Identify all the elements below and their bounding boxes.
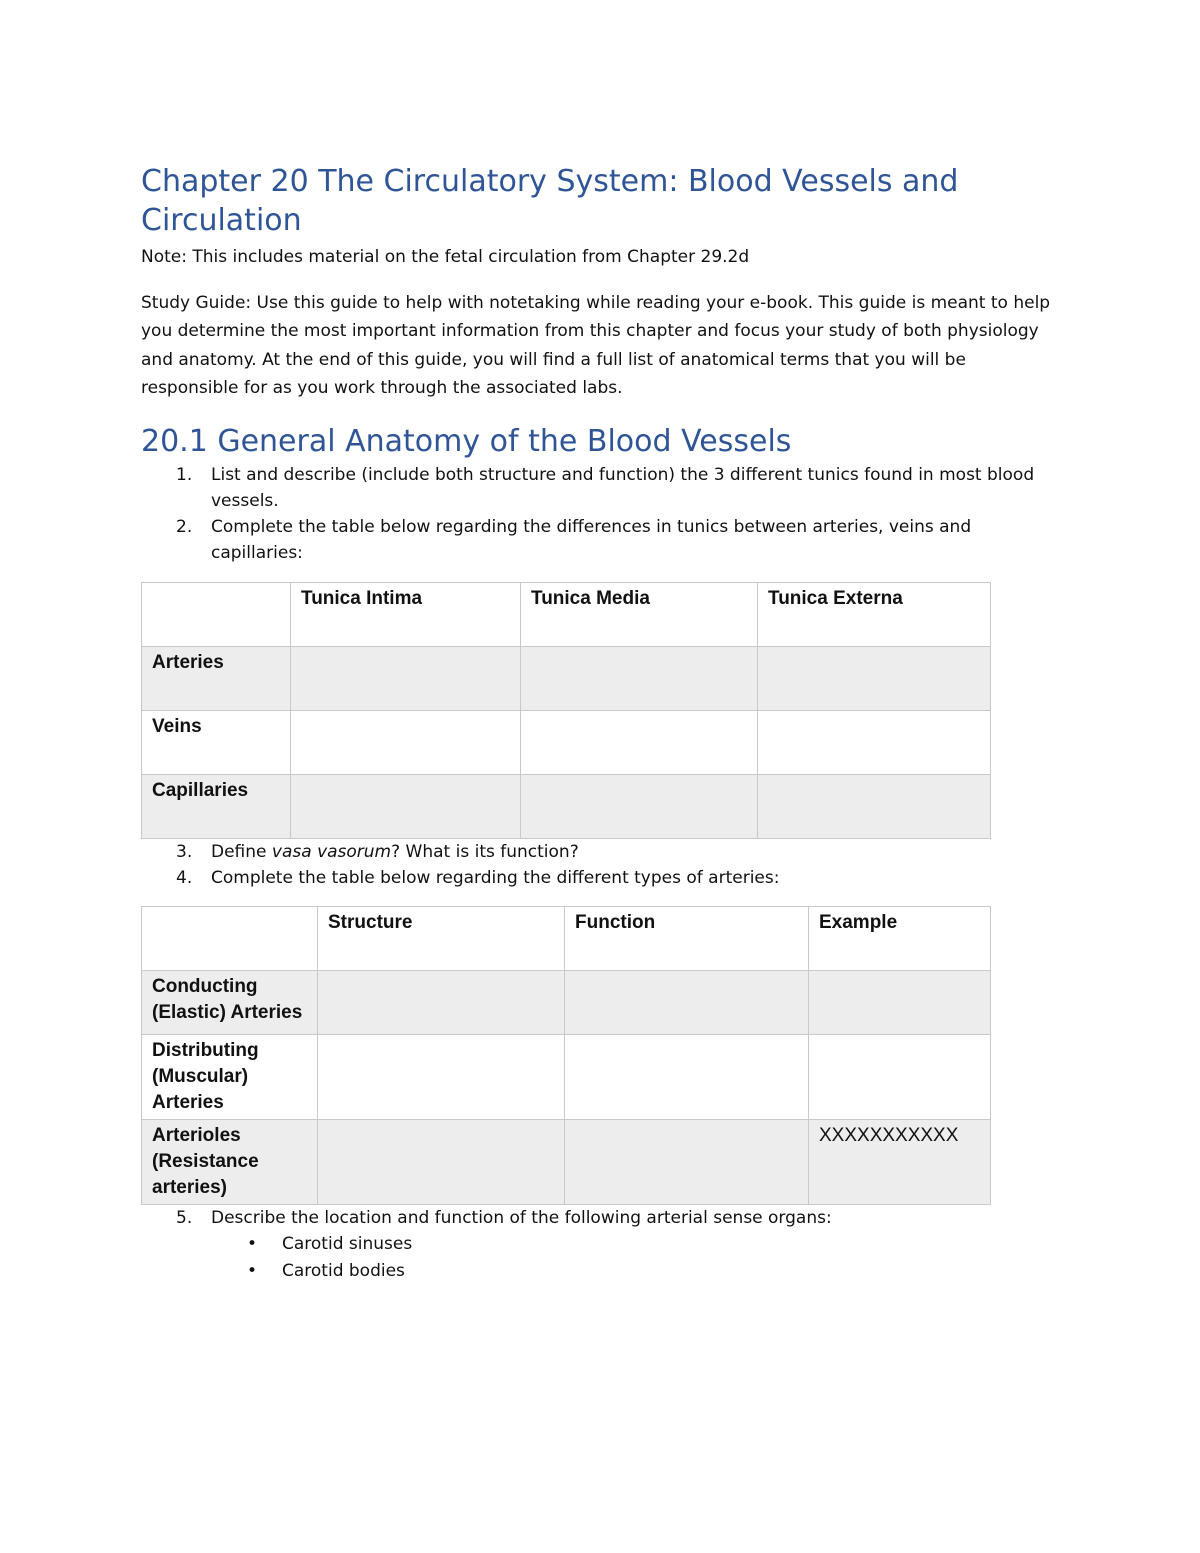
study-guide-paragraph: Study Guide: Use this guide to help with notetaking while reading your e-book. This guide is meant to help you determine the most important information from this chapter and focus your study of both physiology and anatomy. At the end of this guide, you will find a full list of anatomical terms that you will be responsible for as you work through the associated labs. xyxy=(141,293,1051,398)
arteries-table xyxy=(141,906,991,1205)
row-label: Capillaries xyxy=(152,780,249,802)
row-label-cell xyxy=(142,1035,318,1120)
list-item-text: Carotid sinuses xyxy=(282,1234,413,1255)
answer-cell[interactable] xyxy=(565,1120,809,1205)
question-5 xyxy=(141,1205,1061,1231)
table-header-cell xyxy=(758,583,991,647)
table-cell xyxy=(142,907,318,971)
question-number: 3. xyxy=(176,842,193,863)
question-number: 1. xyxy=(176,465,193,486)
question-text: Describe the location and function of the following arterial sense organs: xyxy=(211,1208,832,1229)
question-4 xyxy=(141,865,1061,891)
row-label: Arteries xyxy=(152,652,224,674)
bullet-icon: • xyxy=(247,1261,258,1282)
row-label-cell xyxy=(142,711,291,775)
table-row xyxy=(142,647,991,711)
note-paragraph: Note: This includes material on the fetal circulation from Chapter 29.2d xyxy=(141,247,750,267)
row-label-cell xyxy=(142,647,291,711)
row-label: Distributing (Muscular) Arteries xyxy=(152,1040,259,1114)
table-header-cell xyxy=(521,583,758,647)
row-label-cell xyxy=(142,971,318,1035)
answer-cell[interactable] xyxy=(809,1035,991,1120)
table-header-row xyxy=(142,907,991,971)
question-2 xyxy=(141,514,1061,566)
sense-organ-list xyxy=(141,1231,1071,1285)
question-text: Complete the table below regarding the differences in tunics between arteries, veins and capillaries: xyxy=(211,517,972,564)
table-row xyxy=(142,711,991,775)
answer-cell[interactable] xyxy=(521,711,758,775)
question-number: 4. xyxy=(176,868,193,889)
row-label: Conducting (Elastic) Arteries xyxy=(152,976,303,1024)
question-1 xyxy=(141,462,1061,514)
table-header-cell xyxy=(318,907,565,971)
table-row xyxy=(142,1120,991,1205)
question-text: List and describe (include both structure and function) the 3 different tunics found in most blood vessels. xyxy=(211,465,1035,512)
list-item-text: Carotid bodies xyxy=(282,1261,405,1282)
answer-cell[interactable] xyxy=(758,647,991,711)
tunics-table xyxy=(141,582,991,839)
answer-cell[interactable] xyxy=(318,971,565,1035)
table-row xyxy=(142,971,991,1035)
answer-cell[interactable] xyxy=(565,1035,809,1120)
answer-cell[interactable] xyxy=(809,971,991,1035)
header-tunica-externa: Tunica Externa xyxy=(768,588,903,610)
table-header-cell xyxy=(565,907,809,971)
header-example: Example xyxy=(819,912,898,934)
table-header-cell xyxy=(291,583,521,647)
bullet-icon: • xyxy=(247,1234,258,1255)
answer-cell[interactable] xyxy=(758,775,991,839)
row-label-cell xyxy=(142,1120,318,1205)
row-label: Veins xyxy=(152,716,202,738)
row-label: Arterioles (Resistance arteries) xyxy=(152,1125,259,1199)
list-item xyxy=(141,1258,1071,1285)
answer-cell[interactable] xyxy=(521,647,758,711)
answer-cell[interactable] xyxy=(521,775,758,839)
answer-cell[interactable] xyxy=(318,1035,565,1120)
document-page xyxy=(141,162,1071,1285)
question-number: 5. xyxy=(176,1208,193,1229)
table-header-cell xyxy=(809,907,991,971)
table-cell xyxy=(142,583,291,647)
question-text-post: ? What is its function? xyxy=(391,842,579,863)
question-list xyxy=(141,462,1071,566)
table-row xyxy=(142,1035,991,1120)
answer-cell[interactable] xyxy=(565,971,809,1035)
header-function: Function xyxy=(575,912,656,934)
question-term: vasa vasorum xyxy=(271,842,392,863)
question-list xyxy=(141,839,1071,891)
table-header-row xyxy=(142,583,991,647)
row-label-cell xyxy=(142,775,291,839)
list-item xyxy=(141,1231,1071,1258)
table-row xyxy=(142,775,991,839)
answer-cell[interactable] xyxy=(809,1120,991,1205)
answer-cell[interactable] xyxy=(291,775,521,839)
question-list xyxy=(141,1205,1071,1231)
answer-cell[interactable] xyxy=(318,1120,565,1205)
document-title: Chapter 20 The Circulatory System: Blood Vessels and Circulation xyxy=(141,164,959,238)
section-heading: 20.1 General Anatomy of the Blood Vessels xyxy=(141,424,792,460)
answer-cell[interactable] xyxy=(291,711,521,775)
header-structure: Structure xyxy=(328,912,413,934)
header-tunica-media: Tunica Media xyxy=(531,588,650,610)
question-text-pre: Define xyxy=(211,842,272,863)
question-number: 2. xyxy=(176,517,193,538)
example-value: XXXXXXXXXXX xyxy=(819,1125,959,1147)
question-text: Complete the table below regarding the different types of arteries: xyxy=(211,868,780,889)
header-tunica-intima: Tunica Intima xyxy=(301,588,423,610)
answer-cell[interactable] xyxy=(291,647,521,711)
question-3 xyxy=(141,839,1061,865)
answer-cell[interactable] xyxy=(758,711,991,775)
